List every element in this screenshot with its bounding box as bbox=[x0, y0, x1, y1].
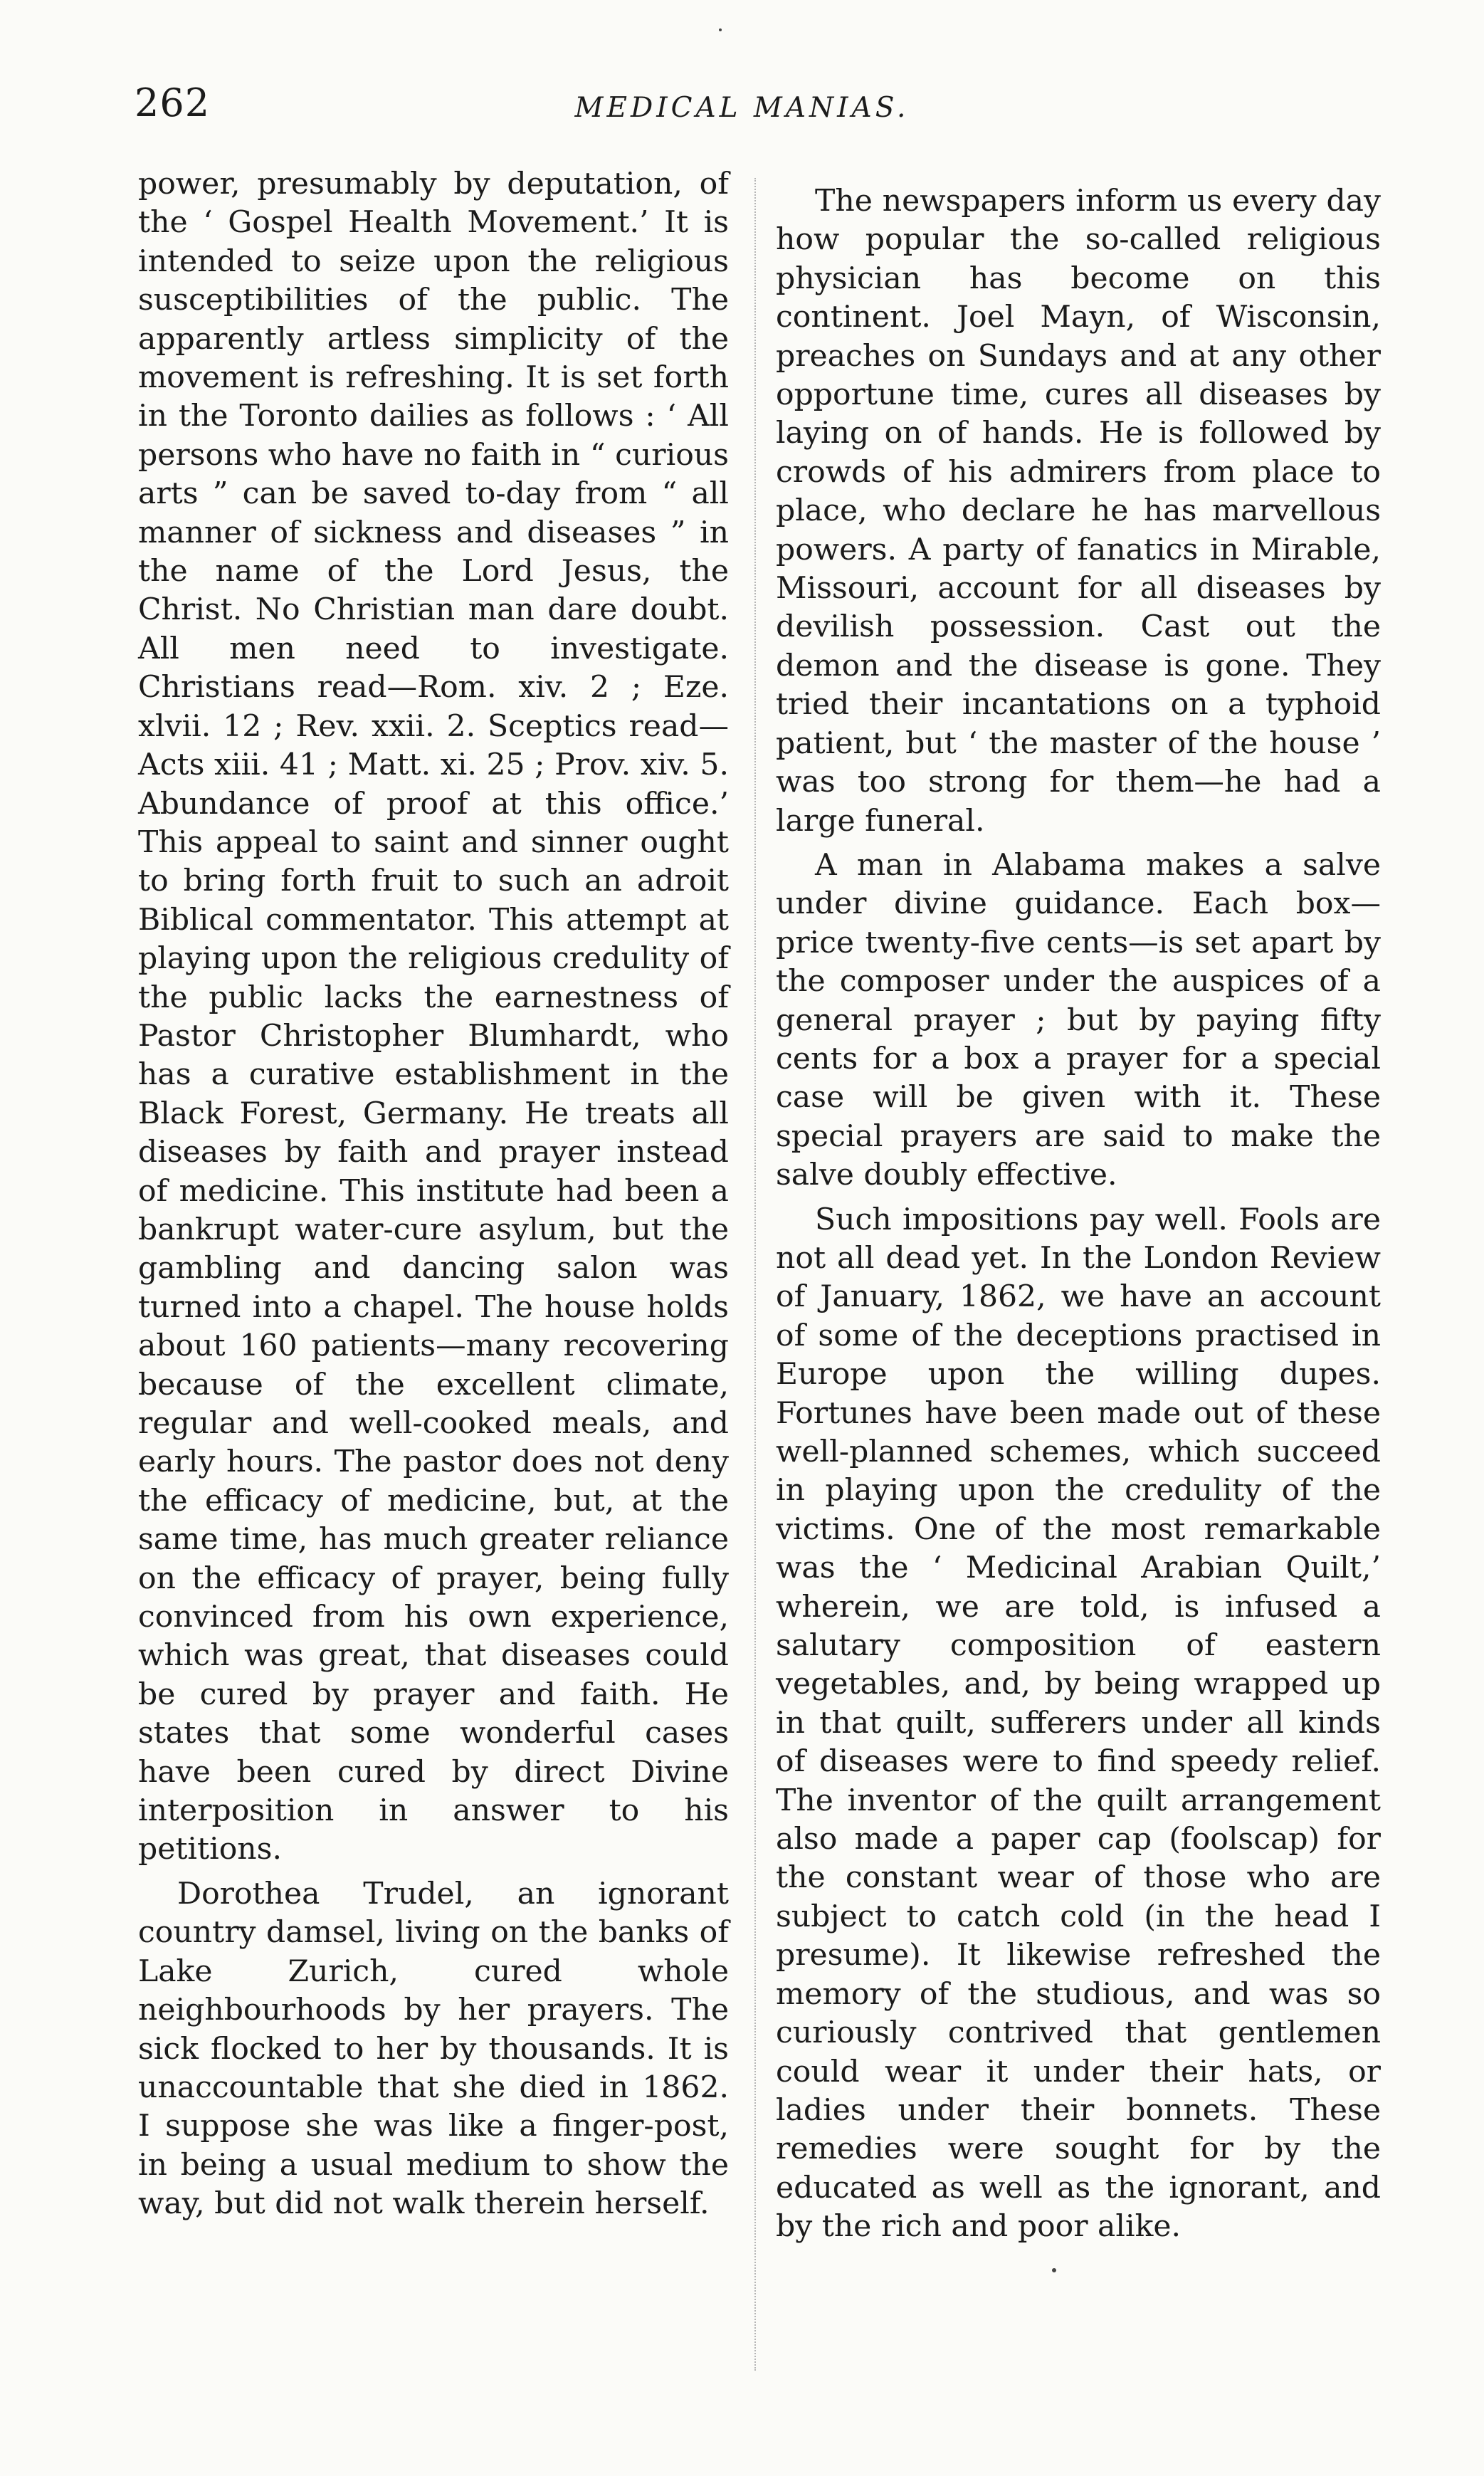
paragraph: power, presumably by deputation, of the ‘ Gospel Health Movement.’ It is intended to seize upon the religious susceptibilities of the public. The apparently artless simplicity of the movement is refreshing. It is set forth in the Toronto dailies as follows : ‘ All persons who have no faith in “ curious arts ” can be saved to-day from “ all manner of sickness and diseases ” in the name of the Lord Jesus, the Christ. No Christian man dare doubt. All men need to investigate. Christians read—Rom. xiv. 2 ; Eze. xlvii. 12 ; Rev. xxii. 2. Sceptics read—Acts xiii. 41 ; Matt. xi. 25 ; Prov. xiv. 5. Abundance of proof at this office.’ This appeal to saint and sinner ought to bring forth fruit to such an adroit Biblical commentator. This attempt at playing upon the religious credulity of the public lacks the earnestness of Pastor Christopher Blumhardt, who has a curative establishment in the Black Forest, Germany. He treats all diseases by faith and prayer instead of medicine. This institute had been a bankrupt water-cure asylum, but the gambling and dancing salon was turned into a chapel. The house holds about 160 patients—many recovering because of the excellent climate, regular and well-cooked meals, and early hours. The pastor does not deny the efficacy of medicine, but, at the same time, has much greater reliance on the efficacy of prayer, being fully convinced from his own experience, which was great, that diseases could be cured by prayer and faith. He states that some wonderful cases have been cured by direct Divine interposition in answer to his petitions. bbox=[138, 167, 729, 1867]
print-speck bbox=[1052, 2268, 1056, 2272]
running-title: MEDICAL MANIAS. bbox=[574, 92, 910, 124]
column-divider bbox=[754, 178, 756, 2371]
page-number: 262 bbox=[135, 80, 211, 125]
right-column bbox=[776, 182, 1381, 2247]
paragraph: Dorothea Trudel, an ignorant country damsel, living on the banks of Lake Zurich, cured whole neighbourhoods by her prayers. The sick flocked to her by thousands. It is unaccountable that she died in 1862. I suppose she was like a finger-post, in being a usual medium to show the way, but did not walk therein herself. bbox=[138, 1876, 729, 2222]
paragraph: A man in Alabama makes a salve under divine guidance. Each box—price twenty-five cents—is set apart by the composer under the auspices of a general prayer ; but by paying fifty cents for a box a prayer for a special case will be given with it. These special prayers are said to make the salve doubly effective. bbox=[776, 847, 1381, 1193]
paragraph: Such impositions pay well. Fools are not all dead yet. In the London Review of January, 1862, we have an account of some of the deceptions practised in Europe upon the willing dupes. Fortunes have been made out of these well-planned schemes, which succeed in playing upon the credulity of the victims. One of the most remarkable was the ‘ Medicinal Arabian Quilt,’ wherein, we are told, is infused a salutary composition of eastern vegetables, and, by being wrapped up in that quilt, sufferers under all kinds of diseases were to find speedy relief. The inventor of the quilt arrangement also made a paper cap (foolscap) for the constant wear of those who are subject to catch cold (in the head I presume). It likewise refreshed the memory of the studious, and was so curiously contrived that gentlemen could wear it under their hats, or ladies under their bonnets. These remedies were sought for by the educated as well as the ignorant, and by the rich and poor alike. bbox=[776, 1202, 1381, 2245]
paragraph: The newspapers inform us every day how popular the so-called religious physician has become on this continent. Joel Mayn, of Wisconsin, preaches on Sundays and at any other opportune time, cures all diseases by laying on of hands. He is followed by crowds of his admirers from place to place, who declare he has marvellous powers. A party of fanatics in Mirable, Missouri, account for all diseases by devilish possession. Cast out the demon and the disease is gone. They tried their incantations on a typhoid patient, but ‘ the master of the house ’ was too strong for them—he had a large funeral. bbox=[776, 184, 1381, 839]
left-column bbox=[138, 165, 729, 2224]
print-speck bbox=[719, 28, 722, 31]
